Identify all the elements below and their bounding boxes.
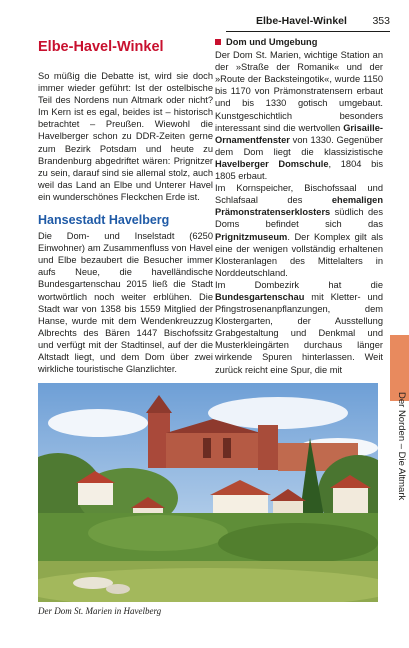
right-column bbox=[215, 36, 383, 376]
bold-term: Prignitzmuseum bbox=[215, 231, 288, 242]
bold-term: Bundesgartenschau bbox=[215, 291, 305, 302]
intro-paragraph: So müßig die Debatte ist, wird sie doch immer wieder geführt: Ist der ostelbische Teil des Nordens nun Altmark oder nicht? Im Kern ist es egal, beides ist – historisch betrachtet – Preußen. Wiewohl die Havelberger schon zu DDR-Zeiten gerne zum Bezirk Potsdam und heute zu Brandenburg abgedriftet wären: Prignitzer zu sein, darauf sind sie allemal stolz, auch weil das Land an Elbe und Unterer Havel ein wunderschönes Fleckchen Erde ist. bbox=[38, 71, 213, 202]
left-column bbox=[38, 36, 213, 375]
bold-term: ehemaligen Prämonstratenserklosters bbox=[215, 195, 383, 218]
buga-paragraph: Im Dombezirk hat die Bundesgartenschau mit Kletter- und Pfingstrosenanpflanzungen, dem Klostergarten, der Ausstellung Grabgestaltung und Denkmal und Musterkleingärten durchaus länger wirkende Spuren hinterlassen. Weit zurück reicht eine Spur, die mit bbox=[215, 279, 383, 375]
page-number: 353 bbox=[372, 15, 390, 27]
photo-caption: Der Dom St. Marien in Havelberg bbox=[38, 606, 162, 616]
dom-heading-text: Dom und Umgebung bbox=[226, 37, 318, 47]
section-heading: Elbe-Havel-Winkel bbox=[38, 39, 164, 55]
subsection-heading: Hansestadt Havelberg bbox=[38, 213, 170, 228]
chapter-side-label: Der Norden – Die Altmark bbox=[396, 392, 407, 501]
running-header-title: Elbe-Havel-Winkel bbox=[256, 15, 347, 27]
red-square-bullet-icon bbox=[215, 39, 221, 45]
dom-heading bbox=[215, 36, 383, 48]
photo-illustration bbox=[38, 383, 378, 602]
dom-paragraph: Der Dom St. Marien, wichtige Station an der »Straße der Romanik« und der »Route der Backsteingotik«, wurde 1150 bis 1170 von Prämonstratensern erbaut und bis 1330 gotisch umgebaut. Kunstgeschichtlich besonders interessant sind die wertvollen Grisaille-Ornamentfenster von 1330. Gegenüber dem Dom liegt die klassizistische Havelberger Domschule, 1804 bis 1805 erbaut. bbox=[215, 50, 383, 182]
bold-term: Grisaille-Ornamentfenster bbox=[215, 122, 383, 145]
bold-term: Havelberger Domschule bbox=[215, 158, 329, 169]
header-rule bbox=[226, 31, 390, 32]
running-header bbox=[226, 10, 390, 32]
kloster-paragraph: Im Kornspeicher, Bischofssaal und Schlafsaal des ehemaligen Prämonstratenserklosters südlich des Doms befindet sich das Prignitzmuseum. Der Komplex gilt als eine der wenigen vollständig erhaltenen Klosteranlagen des Mittelalters in Norddeutschland. bbox=[215, 183, 383, 278]
havelberg-cathedral-photo bbox=[38, 383, 378, 602]
havelberg-paragraph: Die Dom- und Inselstadt (6250 Einwohner) am Zusammenfluss von Havel und Elbe bezaubert die Besucher immer aufs Neue, die havelländische Bundesgartenschau 2015 ließ die Stadt wortwörtlich noch weiter erblühen. Die Stadt war von 1358 bis 1559 Mitglied der Hanse, wurde mit dem Wendenkreuzzug Albrechts des Bären 1447 Bischofssitz und verfügt mit der Stadtinsel, auf der die Altstadt liegt, und dem Dom über zwei wirkliche touristische Glanzlichter. bbox=[38, 231, 213, 375]
